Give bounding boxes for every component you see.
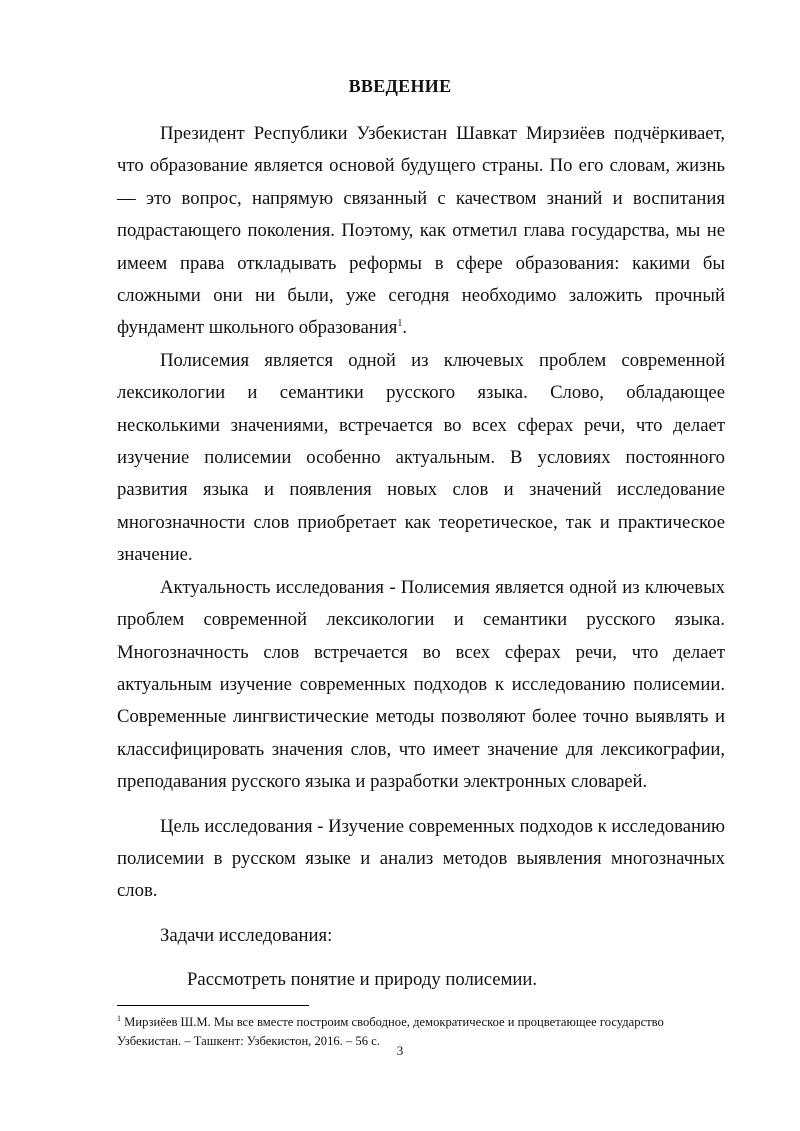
footnote-divider [117, 1005, 309, 1006]
footnote-text: Мирзиёев Ш.М. Мы все вместе построим свободное, демократическое и процветающее государство Узбекистан. – Ташкент: Узбекистон, 2016. – 56 с. [117, 1015, 664, 1048]
paragraph-end: . [402, 317, 408, 339]
page-number: 3 [396, 1043, 404, 1058]
paragraph-polysemy: Полисемия является одной из ключевых проблем современной лексикологии и семантики русского языка. Слово, обладающее несколькими значениями, встречается во всех сферах речи, что делает изучение полисемии особенно актуальным. В условиях постоянного развития языка и появления новых слов и значений исследование многозначности слов приобретает как теоретическое, так и практическое значение. [117, 349, 725, 566]
paragraph-relevance: Актуальность исследования - Полисемия является одной из ключевых проблем современной лексикологии и семантики русского языка. Многозначность слов встречается во всех сферах речи, что делает актуальным изучение современных подходов к исследованию полисемии. Современные лингвистические методы позволяют более точно выявлять и классифицировать значения слов, что имеет значение для лексикографии, преподавания русского языка и разработки электронных словарей. [117, 576, 725, 793]
paragraph-text: Президент Республики Узбекистан Шавкат Мирзиёев подчёркивает, что образование является основой будущего страны. По его словам, жизнь — это вопрос, напрямую связанный с качеством знаний и воспитания подрастающего поколения. Поэтому, как отметил глава государства, мы не имеем права откладывать реформы в сфере образования: какими бы сложными они ни были, уже сегодня необходимо заложить прочный фундамент школьного образования [117, 123, 725, 339]
paragraph-task-item: Рассмотреть понятие и природу полисемии. [187, 969, 538, 991]
footnote-marker: 1 [117, 1013, 121, 1023]
page-title: ВВЕДЕНИЕ [348, 76, 452, 96]
footnote-reference[interactable]: 1 [397, 318, 403, 330]
paragraph-president [117, 118, 725, 345]
body-text [117, 118, 725, 997]
paragraph-goal: Цель исследования - Изучение современных подходов к исследованию полисемии в русском языке и анализ методов выявления многозначных слов. [117, 815, 725, 902]
paragraph-tasks-heading: Задачи исследования: [160, 924, 333, 946]
